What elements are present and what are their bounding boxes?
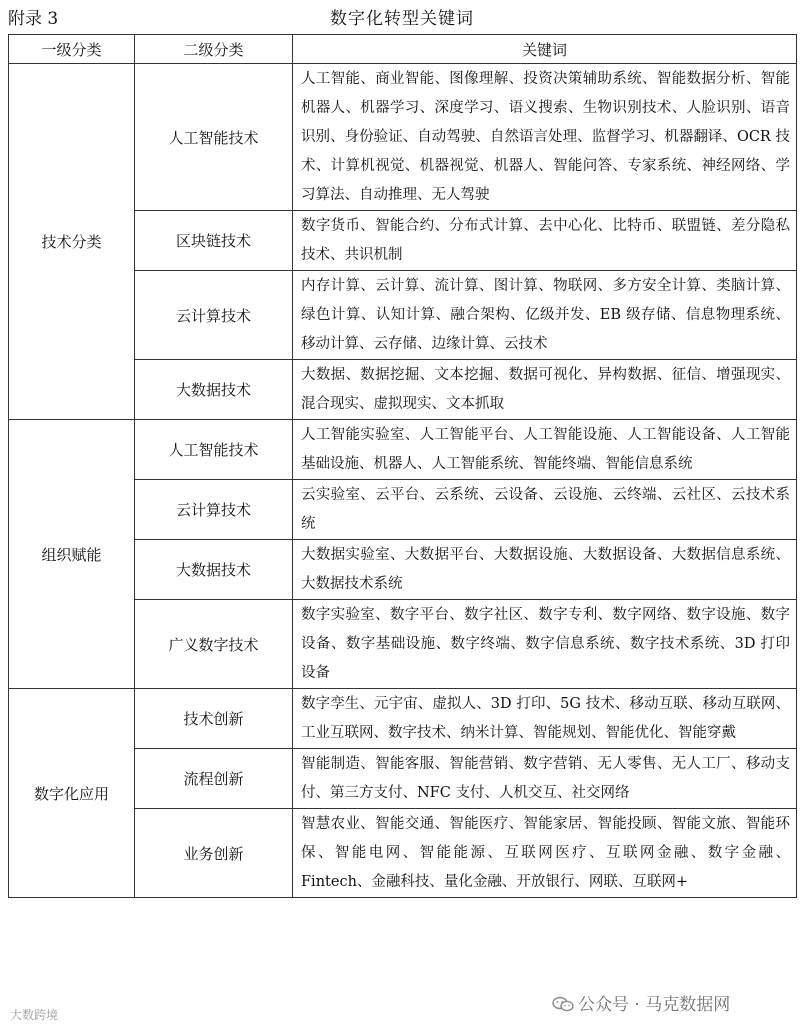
header-level1: 一级分类 [9,35,135,64]
table-row [9,64,797,211]
category-label: 大数据技术 [135,360,293,420]
category-label: 区块链技术 [135,211,293,271]
table-row [9,689,797,749]
category-label: 人工智能技术 [135,420,293,480]
keywords-cell: 大数据、数据挖掘、文本挖掘、数据可视化、异构数据、征信、增强现实、混合现实、虚拟现实、文本抓取 [293,360,797,420]
group-label: 组织赋能 [9,420,135,689]
category-label: 业务创新 [135,809,293,898]
watermark-right [548,990,734,1015]
group-label: 技术分类 [9,64,135,420]
category-label: 技术创新 [135,689,293,749]
keywords-cell: 人工智能、商业智能、图像理解、投资决策辅助系统、智能数据分析、智能机器人、机器学习、深度学习、语义搜索、生物识别技术、人脸识别、语音识别、身份验证、自动驾驶、自然语言处理、监督学习、机器翻译、OCR 技术、计算机视觉、机器视觉、机器人、智能问答、专家系统、神经网络、学习算法、自动推理、无人驾驶 [293,64,797,211]
keywords-cell: 智慧农业、智能交通、智能医疗、智能家居、智能投顾、智能文旅、智能环保、智能电网、智能能源、互联网医疗、互联网金融、数字金融、Fintech、金融科技、量化金融、开放银行、网联、互联网+ [293,809,797,898]
keywords-cell: 云实验室、云平台、云系统、云设备、云设施、云终端、云社区、云技术系统 [293,480,797,540]
category-label: 云计算技术 [135,271,293,360]
watermark-left: 大数跨境 [10,1008,59,1022]
keywords-cell: 数字实验室、数字平台、数字社区、数字专利、数字网络、数字设施、数字设备、数字基础设施、数字终端、数字信息系统、数字技术系统、3D 打印设备 [293,600,797,689]
keyword-table [8,34,797,898]
watermark-right-text: 公众号 · 马克数据网 [578,995,731,1015]
appendix-label: 附录 3 [8,9,59,29]
table-row [9,420,797,480]
keywords-cell: 人工智能实验室、人工智能平台、人工智能设施、人工智能设备、人工智能基础设施、机器人、人工智能系统、智能终端、智能信息系统 [293,420,797,480]
header-keywords: 关键词 [293,35,797,64]
category-label: 流程创新 [135,749,293,809]
category-label: 广义数字技术 [135,600,293,689]
document-title: 数字化转型关键词 [330,9,474,29]
category-label: 云计算技术 [135,480,293,540]
keywords-cell: 数字孪生、元宇宙、虚拟人、3D 打印、5G 技术、移动互联、移动互联网、工业互联网、数字技术、纳米计算、智能规划、智能优化、智能穿戴 [293,689,797,749]
header-row [9,35,797,64]
category-label: 大数据技术 [135,540,293,600]
keywords-cell: 智能制造、智能客服、智能营销、数字营销、无人零售、无人工厂、移动支付、第三方支付、NFC 支付、人机交互、社交网络 [293,749,797,809]
header-level2: 二级分类 [135,35,293,64]
keywords-cell: 数字货币、智能合约、分布式计算、去中心化、比特币、联盟链、差分隐私技术、共识机制 [293,211,797,271]
keywords-cell: 内存计算、云计算、流计算、图计算、物联网、多方安全计算、类脑计算、绿色计算、认知计算、融合架构、亿级并发、EB 级存储、信息物理系统、移动计算、云存储、边缘计算、云技术 [293,271,797,360]
category-label: 人工智能技术 [135,64,293,211]
group-label: 数字化应用 [9,689,135,898]
wechat-icon [552,996,574,1012]
keywords-cell: 大数据实验室、大数据平台、大数据设施、大数据设备、大数据信息系统、大数据技术系统 [293,540,797,600]
